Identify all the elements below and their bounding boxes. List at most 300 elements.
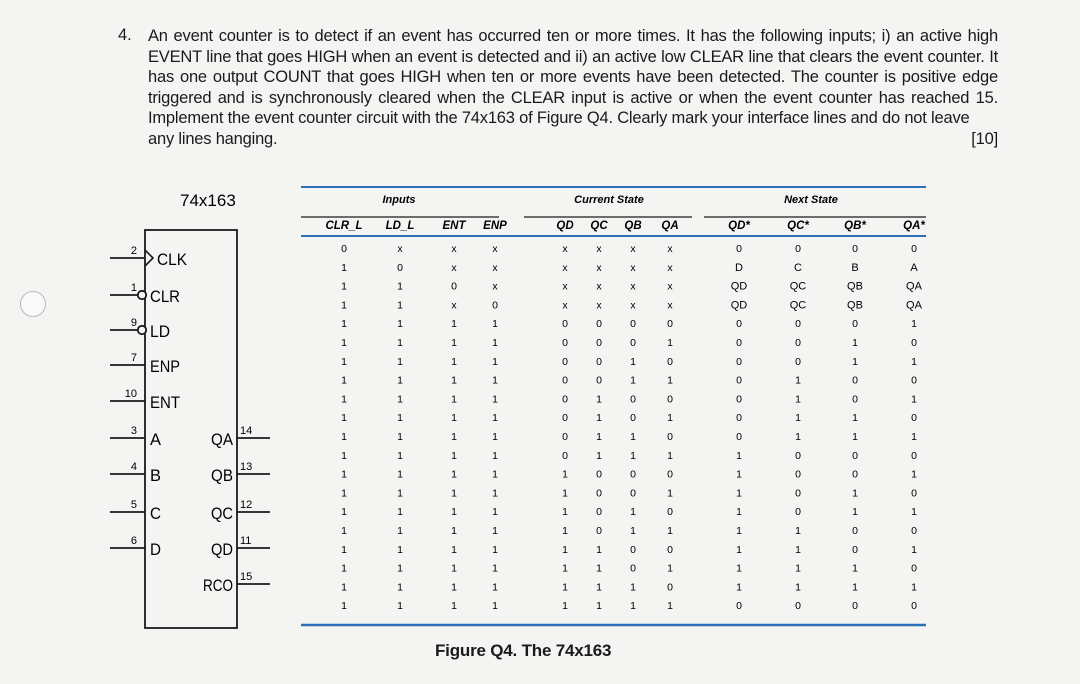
table-cell: 0 bbox=[562, 431, 568, 443]
table-cell: 0 bbox=[795, 487, 801, 500]
table-cell: 1 bbox=[451, 581, 457, 594]
table-cell: 0 bbox=[451, 280, 457, 293]
pin-number: 4 bbox=[130, 461, 137, 473]
output-number: 13 bbox=[240, 461, 253, 473]
table-cell: 1 bbox=[341, 581, 347, 594]
question-number: 4. bbox=[118, 26, 132, 44]
table-cell: x bbox=[492, 261, 498, 274]
table-cell: QB bbox=[847, 280, 863, 293]
table-cell: 1 bbox=[736, 543, 742, 556]
question-text bbox=[148, 26, 998, 149]
table-cell: 0 bbox=[736, 243, 742, 255]
table-cell: 1 bbox=[341, 412, 347, 425]
table-cell: 1 bbox=[911, 393, 917, 406]
table-cell: 1 bbox=[596, 449, 602, 462]
table-cell: x bbox=[451, 261, 457, 274]
chip-title: 74x163 bbox=[180, 191, 236, 210]
table-cell: 1 bbox=[341, 337, 347, 349]
table-cell: x bbox=[667, 299, 673, 312]
table-cell: 1 bbox=[852, 431, 858, 443]
table-cell: 1 bbox=[562, 581, 568, 594]
table-cell: 1 bbox=[736, 506, 742, 519]
table-cell: 1 bbox=[795, 374, 801, 387]
pin-label: LD bbox=[150, 322, 170, 341]
table-cell: 1 bbox=[451, 318, 457, 331]
table-cell: 1 bbox=[667, 562, 673, 575]
table-cell: 1 bbox=[630, 355, 636, 368]
table-cell: 1 bbox=[736, 468, 742, 481]
table-cell: 0 bbox=[596, 374, 602, 387]
question-end: any lines hanging. bbox=[148, 129, 278, 148]
column-header: CLR_L bbox=[325, 220, 363, 232]
table-cell: x bbox=[492, 243, 498, 255]
output-label: RCO bbox=[203, 576, 233, 595]
table-cell: QA bbox=[906, 299, 922, 312]
group-header: Current State bbox=[574, 194, 644, 206]
table-cell: 1 bbox=[596, 393, 602, 406]
table-row bbox=[341, 318, 917, 330]
table-cell: QA bbox=[906, 280, 922, 293]
table-cell: 0 bbox=[795, 600, 801, 613]
table-row bbox=[341, 356, 917, 368]
table-cell: 1 bbox=[397, 562, 403, 575]
table-cell: 1 bbox=[667, 487, 673, 500]
table-cell: 0 bbox=[630, 543, 636, 556]
output-label: QA bbox=[211, 430, 234, 449]
table-cell: 1 bbox=[596, 543, 602, 556]
table-cell: x bbox=[397, 243, 403, 255]
table-cell: 1 bbox=[397, 431, 403, 443]
table-cell: 0 bbox=[736, 374, 742, 387]
table-cell: 1 bbox=[911, 506, 917, 519]
table-row bbox=[341, 393, 917, 405]
table-cell: 0 bbox=[667, 355, 673, 368]
table-cell: x bbox=[562, 261, 568, 274]
table-cell: 1 bbox=[630, 600, 636, 613]
table-cell: x bbox=[562, 280, 568, 293]
table-cell: 0 bbox=[562, 449, 568, 462]
table-cell: 0 bbox=[795, 506, 801, 519]
question-marks: [10] bbox=[971, 129, 998, 148]
table-cell: 0 bbox=[630, 468, 636, 481]
table-cell: 1 bbox=[852, 355, 858, 368]
table-cell: 1 bbox=[397, 468, 403, 481]
table-cell: 1 bbox=[852, 337, 858, 349]
table-cell: 1 bbox=[492, 581, 498, 594]
table-row bbox=[341, 412, 917, 424]
table-cell: 1 bbox=[492, 525, 498, 537]
pin-number: 3 bbox=[130, 425, 137, 437]
table-cell: 0 bbox=[630, 393, 636, 406]
table-cell: 1 bbox=[630, 431, 636, 443]
pin-label: A bbox=[150, 430, 162, 449]
table-cell: 0 bbox=[596, 487, 602, 500]
table-cell: 1 bbox=[492, 487, 498, 500]
table-cell: 0 bbox=[596, 468, 602, 481]
table-cell: 1 bbox=[341, 318, 347, 331]
table-cell: 0 bbox=[911, 412, 917, 425]
table-cell: 1 bbox=[596, 431, 602, 443]
pin-label: ENP bbox=[150, 357, 180, 376]
table-row bbox=[341, 243, 917, 255]
table-cell: 1 bbox=[341, 374, 347, 387]
table-cell: 1 bbox=[492, 412, 498, 425]
table-cell: 1 bbox=[397, 374, 403, 387]
table-cell: 0 bbox=[911, 337, 917, 349]
table-row bbox=[341, 299, 923, 311]
table-cell: 1 bbox=[667, 337, 673, 349]
table-cell: 0 bbox=[667, 393, 673, 406]
table-cell: 1 bbox=[397, 600, 403, 613]
table-cell: x bbox=[630, 299, 636, 312]
table-cell: 1 bbox=[451, 543, 457, 556]
table-cell: 1 bbox=[492, 543, 498, 556]
table-cell: 1 bbox=[397, 299, 403, 312]
table-cell: 0 bbox=[795, 243, 801, 255]
table-cell: 0 bbox=[911, 600, 917, 613]
table-cell: x bbox=[630, 261, 636, 274]
table-row bbox=[341, 375, 917, 387]
table-cell: 1 bbox=[492, 318, 498, 331]
table-cell: 1 bbox=[596, 562, 602, 575]
table-row bbox=[341, 581, 917, 593]
table-cell: 1 bbox=[736, 581, 742, 594]
table-cell: x bbox=[596, 243, 602, 255]
table-cell: 1 bbox=[630, 581, 636, 594]
clock-triangle bbox=[145, 250, 153, 266]
table-cell: 1 bbox=[492, 468, 498, 481]
table-cell: 0 bbox=[596, 525, 602, 537]
table-cell: 0 bbox=[630, 337, 636, 349]
table-cell: 1 bbox=[596, 581, 602, 594]
table-cell: 1 bbox=[492, 600, 498, 613]
table-cell: 1 bbox=[852, 412, 858, 425]
table-cell: 1 bbox=[397, 355, 403, 368]
column-header: ENP bbox=[483, 220, 507, 232]
table-cell: 1 bbox=[341, 393, 347, 406]
table-cell: 1 bbox=[736, 562, 742, 575]
table-cell: 1 bbox=[397, 393, 403, 406]
table-cell: 0 bbox=[852, 374, 858, 387]
table-cell: 1 bbox=[492, 393, 498, 406]
table-cell: 1 bbox=[911, 355, 917, 368]
column-header: QB* bbox=[844, 220, 866, 232]
figure-caption: Figure Q4. The 74x163 bbox=[435, 641, 612, 660]
table-cell: 0 bbox=[562, 374, 568, 387]
table-cell: QD bbox=[730, 299, 748, 312]
column-header: QB bbox=[624, 220, 642, 232]
table-cell: 0 bbox=[795, 337, 801, 349]
table-cell: A bbox=[910, 261, 918, 274]
question-last-line bbox=[148, 129, 998, 150]
table-cell: x bbox=[630, 243, 636, 255]
table-cell: 0 bbox=[736, 412, 742, 425]
table-cell: 0 bbox=[852, 393, 858, 406]
table-cell: 1 bbox=[341, 431, 347, 443]
table-cell: 0 bbox=[736, 600, 742, 613]
table-cell: 1 bbox=[911, 431, 917, 443]
table-cell: 1 bbox=[562, 543, 568, 556]
table-cell: 1 bbox=[451, 431, 457, 443]
table-cell: 1 bbox=[397, 280, 403, 293]
table-cell: 1 bbox=[736, 449, 742, 462]
table-row bbox=[341, 563, 917, 575]
table-cell: 1 bbox=[852, 562, 858, 575]
column-header: QC bbox=[590, 220, 608, 232]
table-cell: 1 bbox=[341, 506, 347, 519]
table-cell: 0 bbox=[596, 318, 602, 331]
table-cell: 1 bbox=[795, 525, 801, 537]
table-cell: C bbox=[794, 261, 802, 274]
pin-label: B bbox=[150, 466, 161, 485]
table-cell: 0 bbox=[852, 243, 858, 255]
table-cell: 0 bbox=[630, 487, 636, 500]
table-cell: 1 bbox=[795, 393, 801, 406]
table-cell: 1 bbox=[911, 543, 917, 556]
table-cell: 1 bbox=[451, 355, 457, 368]
table-cell: x bbox=[596, 299, 602, 312]
pin-label: D bbox=[150, 540, 161, 559]
table-cell: 1 bbox=[630, 449, 636, 462]
output-label: QB bbox=[211, 466, 233, 485]
table-cell: 1 bbox=[562, 562, 568, 575]
table-cell: 0 bbox=[667, 318, 673, 331]
table-cell: 1 bbox=[911, 318, 917, 331]
table-cell: 0 bbox=[852, 600, 858, 613]
table-cell: 0 bbox=[596, 506, 602, 519]
table-cell: 1 bbox=[397, 581, 403, 594]
table-cell: 1 bbox=[795, 562, 801, 575]
table-cell: 1 bbox=[492, 431, 498, 443]
table-cell: x bbox=[451, 243, 457, 255]
table-cell: 0 bbox=[852, 525, 858, 537]
table-cell: 1 bbox=[341, 562, 347, 575]
table-cell: x bbox=[562, 299, 568, 312]
pin-number: 9 bbox=[130, 317, 137, 329]
table-cell: QB bbox=[847, 299, 863, 312]
table-cell: B bbox=[851, 261, 859, 274]
table-cell: 1 bbox=[451, 337, 457, 349]
table-cell: 0 bbox=[562, 412, 568, 425]
table-cell: 0 bbox=[736, 337, 742, 349]
column-header: LD_L bbox=[385, 220, 415, 232]
table-cell: 1 bbox=[492, 374, 498, 387]
table-cell: 0 bbox=[492, 299, 498, 312]
table-cell: 0 bbox=[736, 431, 742, 443]
table-cell: 0 bbox=[596, 355, 602, 368]
table-row bbox=[341, 281, 923, 293]
table-cell: 1 bbox=[596, 600, 602, 613]
table-cell: 1 bbox=[451, 412, 457, 425]
table-cell: 1 bbox=[451, 525, 457, 537]
group-header: Inputs bbox=[382, 194, 416, 206]
table-cell: 1 bbox=[911, 581, 917, 594]
output-label: QC bbox=[211, 504, 233, 523]
table-cell: 0 bbox=[562, 393, 568, 406]
table-cell: 1 bbox=[630, 506, 636, 519]
pin-number: 5 bbox=[130, 499, 137, 511]
table-cell: 0 bbox=[911, 487, 917, 500]
table-cell: x bbox=[562, 243, 568, 255]
table-cell: 0 bbox=[911, 449, 917, 462]
binder-hole bbox=[20, 291, 46, 317]
table-cell: x bbox=[630, 280, 636, 293]
table-row bbox=[341, 431, 917, 443]
pin-label: CLR bbox=[150, 287, 180, 306]
table-cell: 1 bbox=[451, 600, 457, 613]
table-cell: 1 bbox=[852, 581, 858, 594]
table-cell: 1 bbox=[451, 449, 457, 462]
table-cell: 1 bbox=[562, 468, 568, 481]
pin-number: 2 bbox=[130, 245, 137, 257]
active-low-bubble bbox=[138, 326, 146, 334]
table-row bbox=[341, 506, 917, 518]
table-cell: x bbox=[596, 261, 602, 274]
table-cell: 0 bbox=[795, 449, 801, 462]
table-cell: 1 bbox=[341, 261, 347, 274]
table-cell: 0 bbox=[596, 337, 602, 349]
group-header: Next State bbox=[784, 194, 838, 206]
table-cell: 1 bbox=[667, 374, 673, 387]
table-cell: 1 bbox=[562, 600, 568, 613]
table-cell: 0 bbox=[911, 525, 917, 537]
table-cell: 0 bbox=[667, 468, 673, 481]
table-cell: 1 bbox=[795, 581, 801, 594]
table-cell: 1 bbox=[341, 543, 347, 556]
pin-number: 6 bbox=[130, 535, 137, 547]
output-number: 14 bbox=[240, 425, 253, 437]
table-cell: 0 bbox=[562, 337, 568, 349]
table-cell: 1 bbox=[451, 468, 457, 481]
table-cell: 0 bbox=[852, 318, 858, 331]
table-cell: 1 bbox=[736, 525, 742, 537]
table-cell: 1 bbox=[795, 431, 801, 443]
table-cell: 1 bbox=[451, 506, 457, 519]
table-cell: 1 bbox=[852, 506, 858, 519]
table-cell: 1 bbox=[911, 468, 917, 481]
table-cell: 0 bbox=[852, 543, 858, 556]
table-cell: 1 bbox=[667, 600, 673, 613]
table-cell: 1 bbox=[341, 600, 347, 613]
table-cell: 1 bbox=[397, 525, 403, 537]
table-cell: 1 bbox=[492, 506, 498, 519]
table-cell: 0 bbox=[562, 318, 568, 331]
table-cell: x bbox=[667, 261, 673, 274]
table-cell: 1 bbox=[736, 487, 742, 500]
table-cell: 1 bbox=[795, 543, 801, 556]
table-cell: x bbox=[667, 280, 673, 293]
table-cell: 0 bbox=[667, 581, 673, 594]
output-label: QD bbox=[211, 540, 233, 559]
table-cell: 0 bbox=[911, 243, 917, 255]
table-cell: 1 bbox=[397, 337, 403, 349]
output-number: 15 bbox=[240, 571, 253, 583]
table-row bbox=[341, 450, 917, 462]
table-cell: 1 bbox=[492, 449, 498, 462]
column-header: QD bbox=[556, 220, 574, 232]
table-cell: 0 bbox=[630, 412, 636, 425]
question-body: An event counter is to detect if an event has occurred ten or more times. It has the following inputs; i) an active high EVENT line that goes HIGH when an event is detected and ii) an active low CLEAR line that clears the event counter. It has one output COUNT that goes HIGH when ten or more events have been detected. The counter is positive edge triggered and is synchronously cleared when the CLEAR input is active or when the event counter has reached 15. Implement the event counter circuit with the 74x163 of Figure Q4. Clearly mark your interface lines and do not leave bbox=[148, 27, 998, 127]
table-cell: 1 bbox=[630, 525, 636, 537]
table-cell: 1 bbox=[451, 487, 457, 500]
table-row bbox=[341, 262, 918, 274]
table-cell: 0 bbox=[852, 468, 858, 481]
table-cell: 0 bbox=[562, 355, 568, 368]
table-cell: 0 bbox=[667, 543, 673, 556]
table-cell: 0 bbox=[667, 431, 673, 443]
table-cell: 1 bbox=[397, 506, 403, 519]
output-number: 11 bbox=[240, 535, 252, 547]
table-row bbox=[341, 469, 917, 481]
table-cell: 1 bbox=[451, 393, 457, 406]
table-cell: 1 bbox=[492, 337, 498, 349]
function-table bbox=[296, 182, 936, 642]
table-cell: 0 bbox=[630, 562, 636, 575]
table-cell: 1 bbox=[341, 355, 347, 368]
table-cell: 1 bbox=[562, 525, 568, 537]
table-cell: 1 bbox=[630, 374, 636, 387]
table-cell: 1 bbox=[341, 525, 347, 537]
table-cell: QC bbox=[789, 280, 807, 293]
column-header: QA bbox=[661, 220, 679, 232]
table-cell: 1 bbox=[397, 487, 403, 500]
table-cell: 1 bbox=[451, 562, 457, 575]
table-row bbox=[341, 525, 917, 537]
table-cell: 0 bbox=[795, 355, 801, 368]
table-cell: 0 bbox=[852, 449, 858, 462]
table-cell: 1 bbox=[397, 449, 403, 462]
column-header: QD* bbox=[728, 220, 750, 232]
table-cell: 0 bbox=[736, 318, 742, 331]
column-header: ENT bbox=[442, 220, 466, 232]
table-cell: 0 bbox=[341, 243, 347, 255]
table-cell: D bbox=[735, 261, 743, 274]
pin-number: 1 bbox=[130, 282, 137, 294]
table-cell: 1 bbox=[492, 355, 498, 368]
table-cell: 1 bbox=[667, 525, 673, 537]
active-low-bubble bbox=[138, 291, 146, 299]
table-cell: 0 bbox=[795, 318, 801, 331]
table-cell: 1 bbox=[397, 412, 403, 425]
table-cell: x bbox=[492, 280, 498, 293]
table-cell: 0 bbox=[736, 393, 742, 406]
table-cell: 0 bbox=[630, 318, 636, 331]
table-cell: x bbox=[451, 299, 457, 312]
column-header: QA* bbox=[903, 220, 925, 232]
table-cell: 1 bbox=[341, 487, 347, 500]
table-cell: 0 bbox=[736, 355, 742, 368]
table-cell: 1 bbox=[667, 449, 673, 462]
pin-number: 7 bbox=[130, 352, 137, 364]
table-row bbox=[341, 487, 917, 499]
table-cell: 0 bbox=[667, 506, 673, 519]
table-cell: 0 bbox=[795, 468, 801, 481]
column-header: QC* bbox=[787, 220, 809, 232]
table-cell: 1 bbox=[596, 412, 602, 425]
pin-label: CLK bbox=[157, 250, 188, 269]
table-cell: 1 bbox=[492, 562, 498, 575]
table-cell: 0 bbox=[397, 261, 403, 274]
output-number: 12 bbox=[240, 499, 253, 511]
table-cell: x bbox=[667, 243, 673, 255]
table-cell: 1 bbox=[562, 487, 568, 500]
table-cell: QD bbox=[730, 280, 748, 293]
table-cell: 1 bbox=[451, 374, 457, 387]
table-row bbox=[341, 337, 917, 349]
table-cell: 1 bbox=[341, 468, 347, 481]
table-cell: 1 bbox=[341, 449, 347, 462]
table-cell: 1 bbox=[397, 543, 403, 556]
